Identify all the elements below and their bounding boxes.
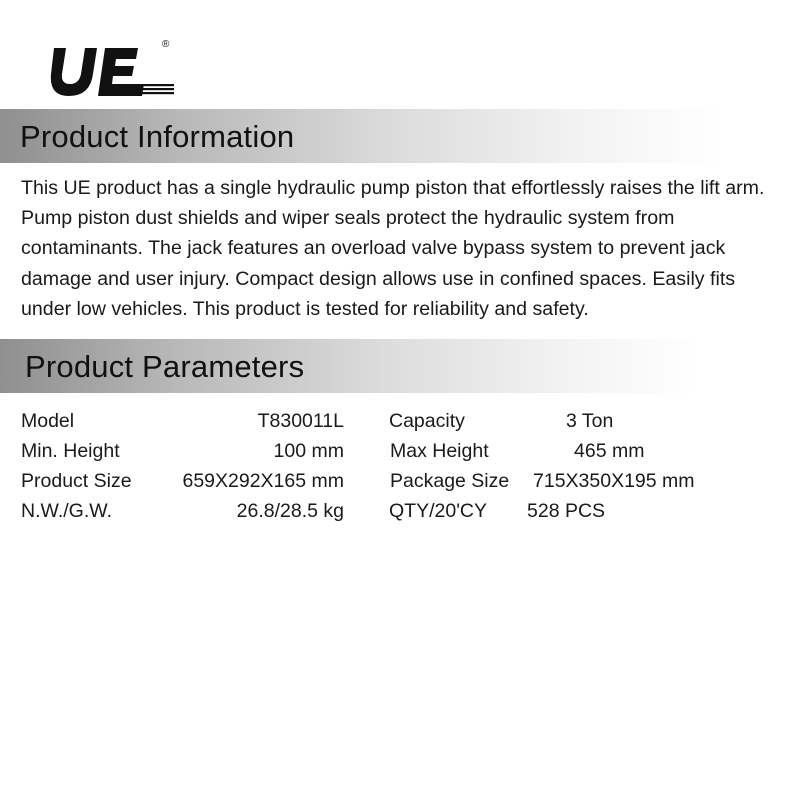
product-parameters-header [0,339,700,393]
ue-logo [50,40,180,102]
param-row [0,410,800,440]
param-value: 3 Ton [566,410,614,432]
param-row [0,470,800,500]
param-label: Capacity [389,410,465,432]
product-information-header [0,109,720,163]
param-value: T830011L [257,410,344,432]
param-label: N.W./G.W. [21,500,112,522]
param-label: Model [21,410,75,432]
param-label: Max Height [390,440,489,462]
ue-logo-icon [50,40,180,102]
param-label: Package Size [390,470,510,492]
param-label: Min. Height [21,440,120,462]
param-row [0,440,800,470]
registered-mark: ® [162,39,170,50]
product-information-title: Product Information [20,119,295,154]
param-value: 465 mm [574,440,645,462]
param-value: 528 PCS [527,500,606,522]
param-value: 100 mm [273,440,344,462]
product-parameters-title: Product Parameters [25,349,305,384]
param-value: 715X350X195 mm [533,470,695,492]
param-value: 26.8/28.5 kg [236,500,344,522]
param-label: Product Size [21,470,132,492]
param-label: QTY/20'CY [389,500,488,522]
product-description: This UE product has a single hydraulic pump piston that effortlessly raises the lift arm. Pump piston dust shields and wiper seals protect the hydraulic system from contaminants. The jack features an overload valve bypass system to prevent jack damage and user injury. Compact design allows use in confined spaces. Easily fits under low vehicles. This product is tested for reliability and safety. [21,177,765,320]
param-value: 659X292X165 mm [182,470,344,492]
param-row [0,500,800,530]
